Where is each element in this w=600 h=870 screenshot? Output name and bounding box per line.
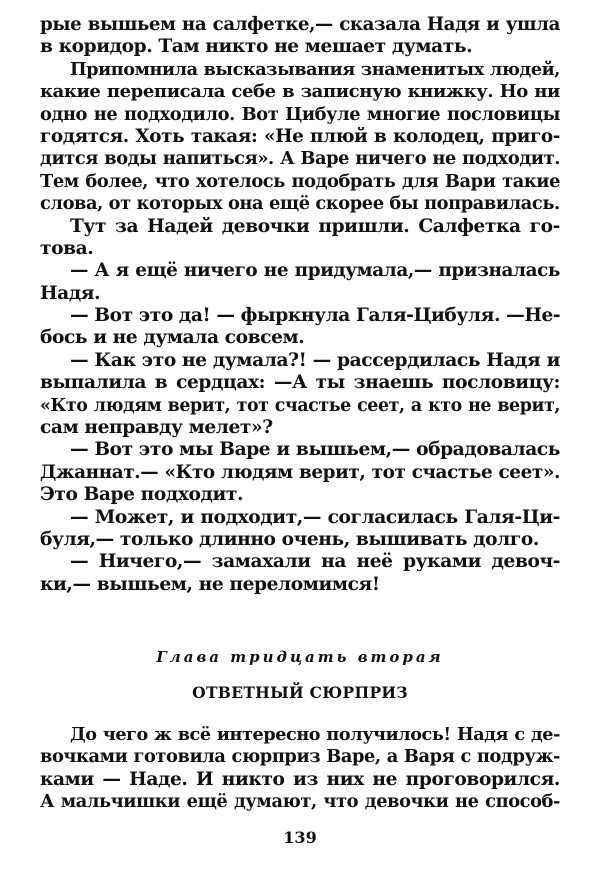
text-line: — Вот это мы Варе и вышьем,— обрадовалась [70, 439, 560, 461]
text-line: выпалила в сердцах: —А ты знаешь пословицу: [40, 372, 560, 394]
text-line: бось и не думала совсем. [40, 327, 305, 349]
text-line: — Как это не думала?! — рассердилась Надя и [70, 349, 560, 371]
text-line: годятся. Хоть такая: «Не плюй в колодец, приго- [40, 125, 560, 147]
text-line: слова, от которых она ещё скорее бы поправилась. [40, 193, 560, 215]
text-line: одно не подходило. Вот Цибуле многие пословицы [40, 103, 560, 125]
text-line: Надя. [40, 282, 101, 304]
text-line: А мальчишки ещё думают, что девочки не способ- [40, 791, 560, 813]
text-line: в коридор. Там никто не мешает думать. [40, 36, 473, 58]
text-line: До чего ж всё интересно получилось! Надя с де- [70, 724, 560, 745]
text-line: ки,— вышьем, не переломимся! [40, 573, 380, 595]
text-line: сам неправду мелет»? [40, 417, 273, 439]
text-line: дится воды напиться». А Варе ничего не подходит. [40, 148, 560, 170]
text-line: какие переписала себе в записную книжку. Но ни [40, 81, 560, 103]
text-line: Это Варе подходит. [40, 484, 244, 506]
text-line: Тем более, что хотелось подобрать для Вари такие [40, 170, 560, 192]
text-line: — А я ещё ничего не придумала,— призналась [70, 260, 560, 282]
text-line: това. [40, 237, 94, 259]
text-line: ками — Наде. И никто из них не проговорился. [40, 768, 560, 790]
text-line: «Кто людям верит, тот счастье сеет, а кто не верит, [40, 395, 560, 416]
text-line: вочками готовила сюрприз Варе, а Варя с подруж- [40, 746, 560, 768]
text-line: Тут за Надей девочки пришли. Салфетка го- [70, 215, 560, 237]
text-line: рые вышьем на салфетке,— сказала Надя и ушла [40, 14, 560, 35]
text-line: — Вот это да! — фыркнула Галя-Цибуля. —Не- [70, 305, 561, 327]
text-line: Джаннат.— «Кто людям верит, тот счастье сеет». [40, 461, 560, 483]
top-text-block [40, 14, 560, 596]
text-line: — Может, и подходит,— согласилась Галя-Ци- [70, 506, 560, 528]
text-line: — Ничего,— замахали на неё руками девоч- [70, 551, 560, 573]
chapter-title: ОТВЕТНЫЙ СЮРПРИЗ [192, 683, 408, 702]
text-line: Припомнила высказывания знаменитых людей, [70, 58, 560, 80]
page-number: 139 [283, 828, 317, 847]
text-line: буля,— только длинно очень, вышивать долго. [40, 528, 539, 550]
chapter-number: Глава тридцать вторая [156, 648, 444, 666]
bottom-text-block [40, 724, 560, 814]
